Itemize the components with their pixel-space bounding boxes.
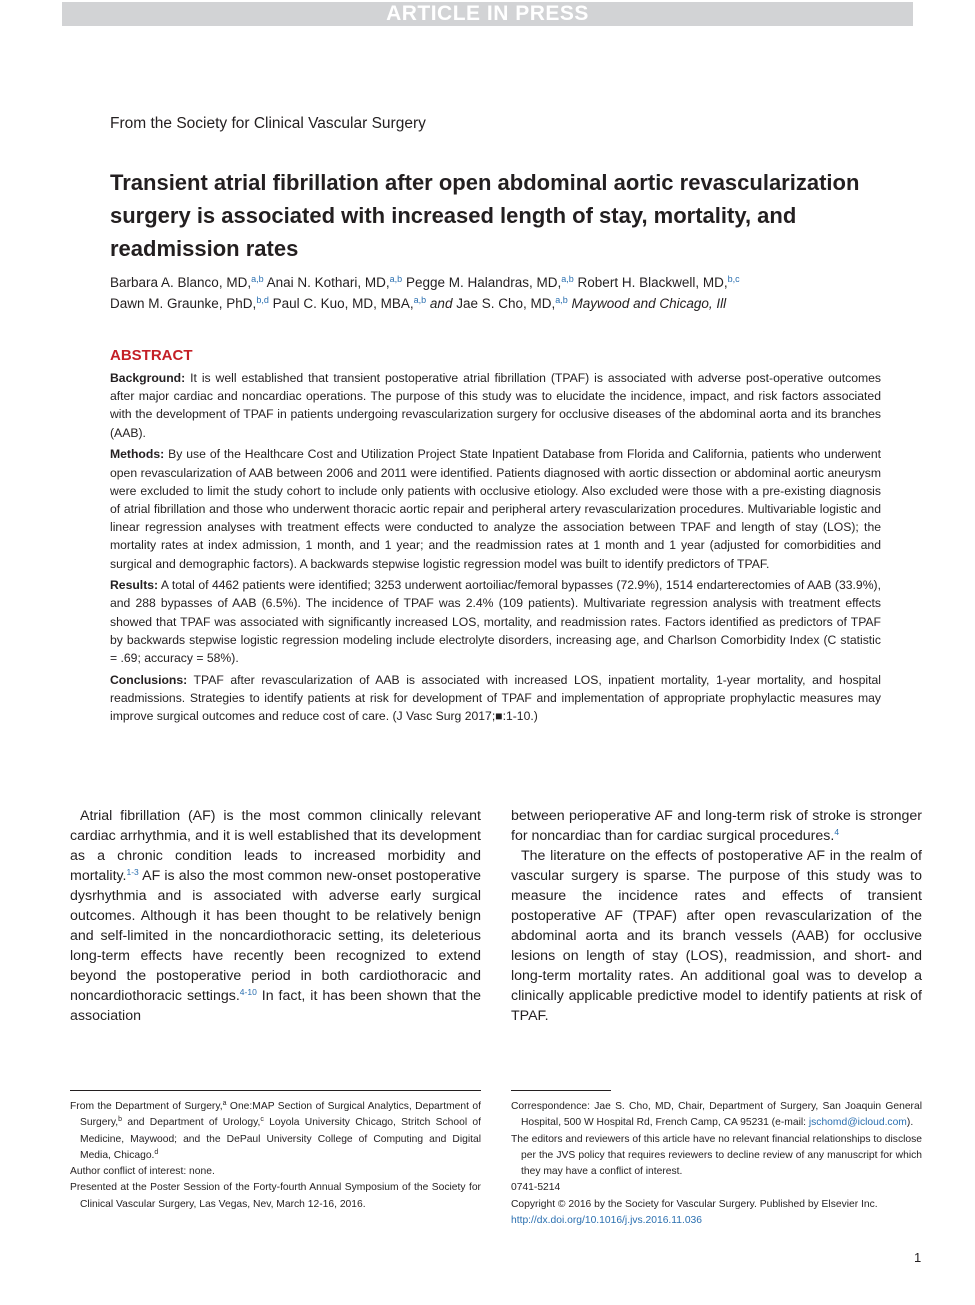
footnote-text: One:MAP Section of Surgical Analytics, Department of Surgery, <box>80 1101 481 1129</box>
abstract-label: Results: <box>110 578 159 593</box>
affiliation-marker: a <box>222 1100 227 1107</box>
footnote-divider <box>70 1090 481 1091</box>
abstract-text: By use of the Healthcare Cost and Utilization Project State Inpatient Database from Florida and California, patients who underwent open revascularization of AAB between 2006 and 2011 were identified. Patients diagnosed with aortic dissection or abdominal aortic aneurysm were excluded to limit the study cohort to include only patients with occlusive etiology. Also excluded were those with a pre-existing diagnosis of atrial fibrillation and those who underwent thoracic aortic repair and peripheral artery revascularization procedures. Multivariable logistic and linear regression analyses with treatment effects were conducted to analyze the association between TPAF and length of stay (LOS); the mortality rates at index admission, 1 month, and 1 year; and the readmission rates at 1 month and 1 year (adjusted for comorbidities and surgical and demographic factors). A backwards stepwise logistic regression model was built to identify predictors of TPAF. <box>110 447 882 571</box>
author-affiliation[interactable]: b,d <box>256 295 269 305</box>
affiliations-footnote <box>70 1099 481 1164</box>
footnote-divider <box>511 1090 611 1091</box>
footnotes-left <box>70 1099 481 1213</box>
body-column-right <box>511 806 922 1026</box>
abstract-methods <box>110 445 881 572</box>
affiliation-marker: c <box>260 1116 264 1124</box>
footnotes-right <box>511 1099 922 1229</box>
reference-link[interactable]: 4 <box>834 827 840 837</box>
author-location: Maywood and Chicago, Ill <box>571 296 727 311</box>
body-paragraph <box>511 806 922 846</box>
page-number: 1 <box>914 1250 922 1265</box>
body-column-left <box>70 806 481 1026</box>
author-affiliation[interactable]: a,b <box>251 274 264 284</box>
author-name: Anai N. Kothari, MD, <box>266 275 390 290</box>
editors-footnote: The editors and reviewers of this article have no relevant financial relationships to disclose per the JVS policy that requires reviewers to decline review of any manuscript for which they may have a conflict of interest. <box>511 1133 922 1178</box>
author-name: Paul C. Kuo, MD, MBA, <box>272 296 414 311</box>
society-heading: From the Society for Clinical Vascular Surgery <box>110 115 426 132</box>
abstract-label: Conclusions: <box>110 672 188 687</box>
footnote-text: and Department of Urology, <box>122 1117 261 1129</box>
abstract-text: TPAF after revascularization of AAB is associated with increased LOS, inpatient mortality, 1-year mortality, and hospital readmissions. Strategies to identify patients at risk for development of TPAF and implementation of appropriate prophylactic measures may improve surgical outcomes and reduce cost of care. (J Vasc Surg 2017;■:1-10.) <box>110 672 881 724</box>
body-text: between perioperative AF and long-term risk of stroke is stronger for noncardiac than for cardiac surgical procedures. <box>511 808 922 844</box>
body-text: Atrial fibrillation (AF) is the most common clinically relevant cardiac arrhythmia, and it is well established that its development as a chronic condition leads to increased morbidity and mortality. <box>70 808 481 884</box>
author-name: Pegge M. Halandras, MD, <box>405 275 562 290</box>
abstract-conclusions <box>110 671 881 726</box>
footnote-text: From the Department of Surgery, <box>70 1101 223 1112</box>
abstract-background <box>110 369 881 442</box>
affiliation-marker: d <box>154 1148 159 1156</box>
author-name: Dawn M. Graunke, PhD, <box>110 296 257 311</box>
author-conjunction: and <box>429 296 453 311</box>
presentation-footnote: Presented at the Poster Session of the Forty-fourth Annual Symposium of the Society for Clinical Vascular Surgery, Las Vegas, Nev, March 12-16, 2016. <box>70 1182 481 1210</box>
abstract-label: Methods: <box>110 447 165 462</box>
body-text: AF is also the most common new-onset postoperative dysrhythmia and is associated with adverse early surgical outcomes. Although it has been thought to be relatively benign and self-limited in the noncardiothoracic setting, its deleterious long-term effects have recently been recognized to extend beyond the postoperative period in both cardiothoracic and noncardiothoracic settings. <box>70 868 481 1004</box>
reference-link[interactable]: 4-10 <box>239 987 257 997</box>
article-title: Transient atrial fibrillation after open abdominal aortic revascularization surgery is associated with increased length of stay, mortality, and readmission rates <box>110 170 860 261</box>
footnote-text: Loyola University Chicago, Stritch School of Medicine, Maywood; and the DePaul University College of Computing and Digital Media, Chicago. <box>80 1117 481 1161</box>
abstract-results <box>110 576 881 667</box>
author-affiliation[interactable]: b,c <box>727 274 740 284</box>
author-affiliation[interactable]: a,b <box>389 274 403 284</box>
abstract-text: It is well established that transient postoperative atrial fibrillation (TPAF) is associated with adverse post-operative outcomes after major cardiac and noncardiac operations. The purpose of this study was to elucidate the incidence, impact, and risk factors associated with the development of TPAF in patients undergoing revascularization surgery for occlusive diseases of the abdominal aorta and its branches (AAB). <box>110 371 881 440</box>
author-list <box>110 272 890 314</box>
abstract-text: A total of 4462 patients were identified; 3253 underwent aortoiliac/femoral bypasses (72.9%), 1514 endarterectomies of AAB (33.9%), and 288 bypasses of AAB (6.5%). The incidence of TPAF was 2.4% (109 patients). Multivariate regression analysis with treatment effects showed that TPAF was associated with significantly increased LOS, mortality, and readmission rates. Factors identified as predictors of TPAF by backwards stepwise logistic regression modeling include electrolyte disorders, increasing age, and Charlson Comorbidity Index (C statistic = .69; accuracy = 58%). <box>110 578 881 666</box>
conflict-footnote: Author conflict of interest: none. <box>70 1166 215 1178</box>
doi-link[interactable]: http://dx.doi.org/10.1016/j.jvs.2016.11.036 <box>511 1215 703 1227</box>
body-text: In fact, it has been shown that the association <box>70 988 481 1024</box>
abstract-label: Background: <box>110 371 186 385</box>
author-name: Barbara A. Blanco, MD, <box>110 275 252 290</box>
author-affiliation[interactable]: a,b <box>413 295 427 305</box>
author-name: Robert H. Blackwell, MD, <box>577 275 728 290</box>
copyright: Copyright © 2016 by the Society for Vascular Surgery. Published by Elsevier Inc. <box>511 1198 878 1210</box>
affiliation-marker: b <box>118 1116 123 1124</box>
author-affiliation[interactable]: a,b <box>555 295 568 305</box>
body-paragraph <box>70 806 481 1026</box>
correspondence-footnote <box>511 1099 922 1132</box>
author-affiliation[interactable]: a,b <box>561 274 574 284</box>
article-in-press-banner: ARTICLE IN PRESS <box>62 2 913 26</box>
footnote-text: ). <box>906 1117 914 1129</box>
body-paragraph: The literature on the effects of postoperative AF in the realm of vascular surgery is sparse. The purpose of this study was to measure the incidence rates and effects of transient postoperative AF (TPAF) after open revascularization of the abdominal aorta and its branch vessels (AAB) for occlusive lesions on length of stay (LOS), readmission, and short- and long-term mortality rates. An additional goal was to develop a clinically applicable predictive model to identify patients at risk of TPAF. <box>511 848 922 1024</box>
footnote-text: Correspondence: Jae S. Cho, MD, Chair, Department of Surgery, San Joaquin General Hospital, 500 W Hospital Rd, French Camp, CA 95231 (e-mail: <box>511 1101 922 1129</box>
email-link[interactable]: jschomd@icloud.com <box>808 1117 907 1129</box>
issn: 0741-5214 <box>511 1182 561 1194</box>
abstract-heading: ABSTRACT <box>110 347 193 364</box>
reference-link[interactable]: 1-3 <box>126 867 139 877</box>
abstract-body <box>110 369 881 729</box>
author-name: Jae S. Cho, MD, <box>456 296 556 311</box>
